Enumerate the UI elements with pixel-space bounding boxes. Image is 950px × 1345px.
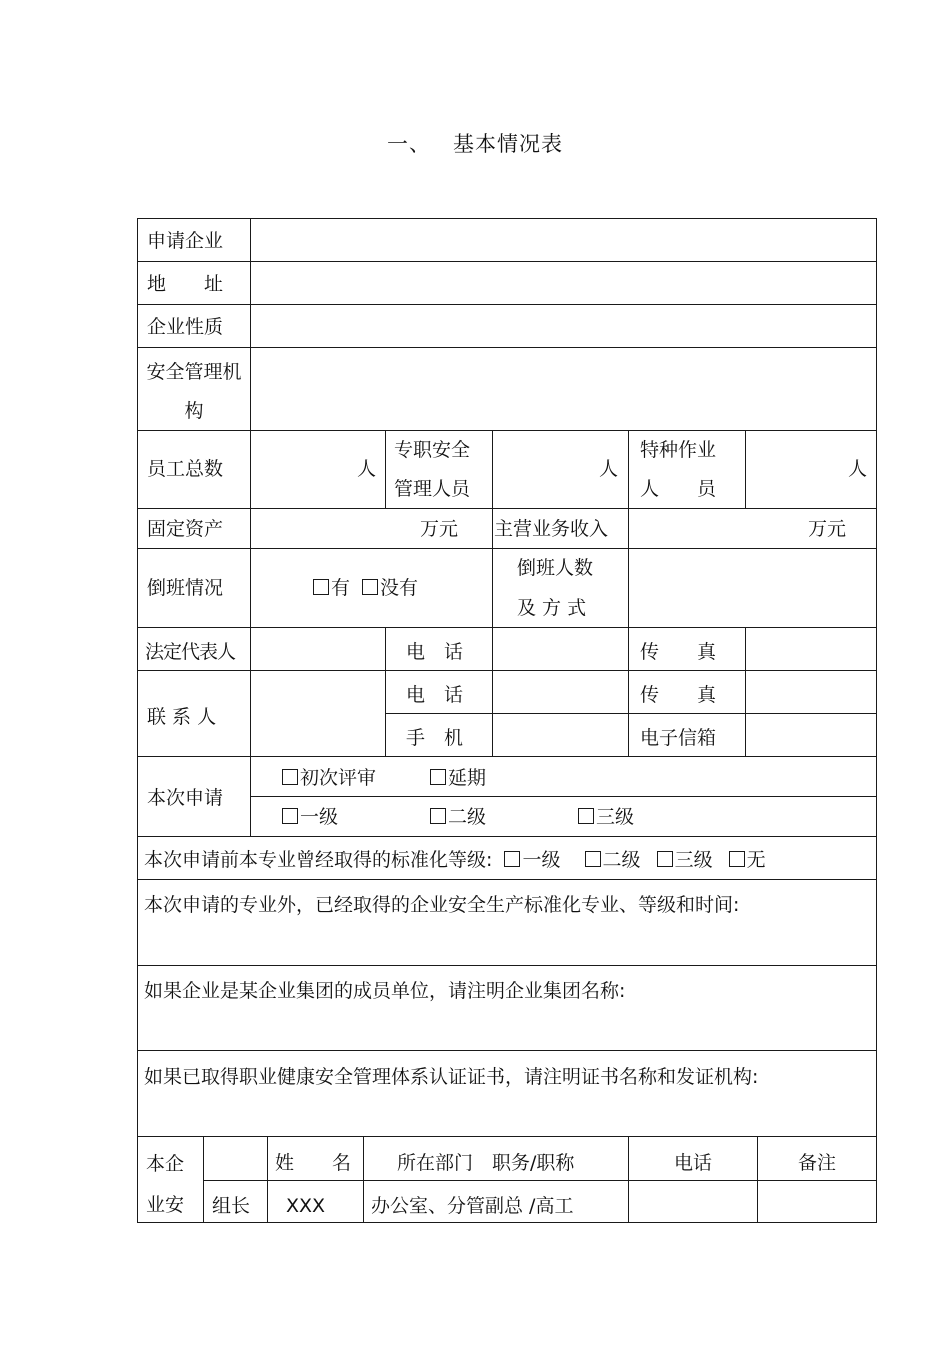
application-type-first[interactable] xyxy=(282,767,376,789)
application-level-2[interactable] xyxy=(430,806,486,828)
previous-level-row xyxy=(144,849,766,871)
employees-unit: 人 xyxy=(356,458,376,480)
other-majors-label: 本次申请的专业外，已经取得的企业安全生产标准化专业、等级和时间: xyxy=(144,894,740,916)
special-ops-label-line1: 特种作业 xyxy=(640,439,717,461)
col-divider xyxy=(363,1136,364,1222)
group-label: 如果企业是某企业集团的成员单位，请注明企业集团名称: xyxy=(144,980,626,1002)
checkbox[interactable] xyxy=(282,769,298,785)
legal-rep-fax-label: 传 真 xyxy=(640,641,717,663)
col-divider xyxy=(628,430,629,508)
application-level-1[interactable] xyxy=(282,806,338,828)
row-divider xyxy=(137,965,877,966)
col-divider xyxy=(628,1136,629,1222)
col-divider xyxy=(385,430,386,508)
application-level-3[interactable] xyxy=(578,806,634,828)
safety-staff-label-line2: 管理人员 xyxy=(394,478,471,500)
option-label: 二级 xyxy=(448,806,487,828)
row-divider xyxy=(137,670,877,671)
safety-staff-label-line1: 专职安全 xyxy=(394,439,471,461)
col-divider xyxy=(628,548,629,627)
option-label: 一级 xyxy=(300,806,339,828)
previous-level-label: 本次申请前本专业曾经取得的标准化等级: xyxy=(144,849,493,871)
team-header-dept: 所在部门 职务/职称 xyxy=(397,1152,575,1174)
checkbox[interactable] xyxy=(430,769,446,785)
row-divider xyxy=(137,879,877,880)
row-divider xyxy=(137,304,877,305)
row-divider xyxy=(137,347,877,348)
checkbox[interactable] xyxy=(578,808,594,824)
row-divider xyxy=(137,430,877,431)
col-divider xyxy=(492,548,493,627)
revenue-unit: 万元 xyxy=(808,518,847,540)
contact-email-label: 电子信箱 xyxy=(640,727,717,749)
option-label: 初次评审 xyxy=(300,767,377,789)
nature-label: 企业性质 xyxy=(147,316,224,338)
col-divider xyxy=(385,627,386,756)
safety-staff-unit: 人 xyxy=(598,458,618,480)
shift-no-option[interactable] xyxy=(362,577,418,599)
title-number: 一、 xyxy=(387,132,431,156)
team-row-dept: 办公室、分管副总 /高工 xyxy=(371,1195,574,1217)
contact-mobile-label: 手 机 xyxy=(406,727,464,749)
table-border-bottom xyxy=(137,1222,877,1223)
checkbox[interactable] xyxy=(362,579,378,595)
option-label: 三级 xyxy=(674,849,713,871)
checkbox[interactable] xyxy=(729,851,745,867)
col-divider xyxy=(492,627,493,756)
previous-level-3[interactable] xyxy=(657,849,713,871)
option-label: 无 xyxy=(746,849,766,871)
table-border-top xyxy=(137,218,877,219)
row-divider xyxy=(385,713,877,714)
checkbox[interactable] xyxy=(504,851,520,867)
assets-unit: 万元 xyxy=(420,518,459,540)
team-header-name: 姓 名 xyxy=(275,1152,352,1174)
option-label: 延期 xyxy=(448,767,487,789)
revenue-label: 主营业务收入 xyxy=(494,518,609,540)
page-title xyxy=(0,128,950,158)
table-border-right xyxy=(876,218,877,1223)
col-divider xyxy=(203,1136,204,1222)
row-divider xyxy=(137,1050,877,1051)
row-divider xyxy=(137,1136,877,1137)
shift-label: 倒班情况 xyxy=(147,577,224,599)
row-divider xyxy=(137,261,877,262)
option-label: 有 xyxy=(331,577,351,599)
ohsms-label: 如果已取得职业健康安全管理体系认证证书，请注明证书名称和发证机构: xyxy=(144,1066,759,1088)
option-label: 一级 xyxy=(522,849,561,871)
team-row-name: XXX xyxy=(286,1195,326,1217)
title-text: 基本情况表 xyxy=(453,132,563,156)
special-ops-label-line2: 人 员 xyxy=(640,478,717,500)
safety-org-label-line1: 安全管理机 xyxy=(146,361,242,383)
contact-fax-label: 传 真 xyxy=(640,684,717,706)
row-divider xyxy=(203,1180,877,1181)
checkbox[interactable] xyxy=(282,808,298,824)
shift-count-label-line1: 倒班人数 xyxy=(517,557,594,579)
col-divider xyxy=(745,627,746,756)
option-label: 没有 xyxy=(380,577,419,599)
previous-level-1[interactable] xyxy=(504,849,560,871)
row-divider xyxy=(137,627,877,628)
legal-rep-phone-label: 电 话 xyxy=(406,641,464,663)
team-side-label-line1: 本企 xyxy=(146,1153,185,1175)
row-divider xyxy=(250,796,877,797)
application-label: 本次申请 xyxy=(147,787,224,809)
col-divider xyxy=(250,218,251,836)
application-type-extend[interactable] xyxy=(430,767,486,789)
contact-label: 联 系 人 xyxy=(147,706,217,728)
safety-org-label-line2: 构 xyxy=(184,400,204,422)
previous-level-none[interactable] xyxy=(729,849,766,871)
option-label: 三级 xyxy=(596,806,635,828)
checkbox[interactable] xyxy=(657,851,673,867)
shift-count-label-line2: 及 方 式 xyxy=(517,597,587,619)
option-label: 二级 xyxy=(602,849,641,871)
checkbox[interactable] xyxy=(585,851,601,867)
employees-label: 员工总数 xyxy=(147,458,224,480)
col-divider xyxy=(628,627,629,756)
col-divider xyxy=(628,508,629,548)
assets-label: 固定资产 xyxy=(147,518,224,540)
team-side-label-line2: 业安 xyxy=(146,1194,185,1216)
row-divider xyxy=(137,548,877,549)
shift-options xyxy=(313,577,418,599)
shift-yes-option[interactable] xyxy=(313,577,350,599)
row-divider xyxy=(137,836,877,837)
address-label: 地 址 xyxy=(147,273,224,295)
special-ops-unit: 人 xyxy=(847,458,867,480)
previous-level-2[interactable] xyxy=(585,849,641,871)
contact-phone-label: 电 话 xyxy=(406,684,464,706)
team-row-role: 组长 xyxy=(212,1195,251,1217)
applicant-label: 申请企业 xyxy=(147,230,224,252)
team-header-note: 备注 xyxy=(797,1152,836,1174)
col-divider xyxy=(757,1136,758,1222)
checkbox[interactable] xyxy=(430,808,446,824)
row-divider xyxy=(137,508,877,509)
row-divider xyxy=(137,756,877,757)
team-header-phone: 电话 xyxy=(673,1152,712,1174)
checkbox[interactable] xyxy=(313,579,329,595)
col-divider xyxy=(267,1136,268,1222)
legal-rep-label: 法定代表人 xyxy=(145,641,236,663)
